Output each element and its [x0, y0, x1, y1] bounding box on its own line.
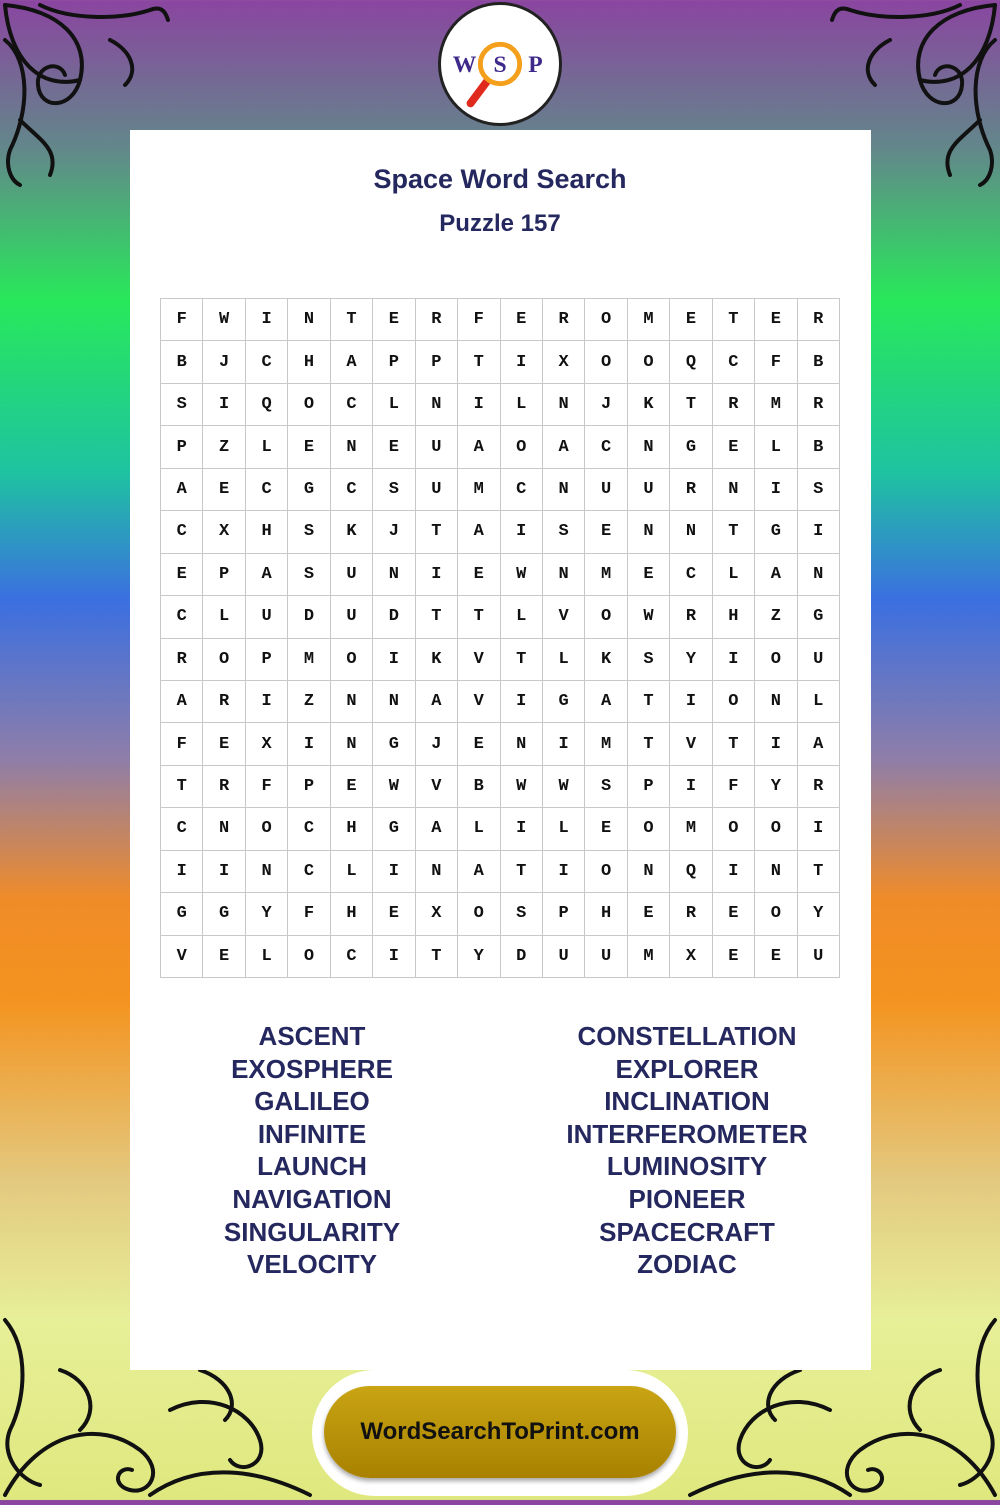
grid-cell[interactable]: X: [543, 341, 585, 383]
grid-cell[interactable]: C: [161, 511, 203, 553]
grid-cell[interactable]: R: [543, 299, 585, 341]
grid-cell[interactable]: S: [288, 554, 330, 596]
grid-cell[interactable]: V: [543, 596, 585, 638]
grid-cell[interactable]: C: [246, 469, 288, 511]
grid-cell[interactable]: R: [713, 384, 755, 426]
grid-cell[interactable]: P: [288, 766, 330, 808]
grid-cell[interactable]: T: [713, 723, 755, 765]
grid-cell[interactable]: G: [288, 469, 330, 511]
grid-cell[interactable]: U: [416, 469, 458, 511]
grid-cell[interactable]: K: [331, 511, 373, 553]
grid-cell[interactable]: J: [203, 341, 245, 383]
grid-cell[interactable]: T: [416, 596, 458, 638]
grid-cell[interactable]: A: [331, 341, 373, 383]
grid-cell[interactable]: L: [373, 384, 415, 426]
grid-cell[interactable]: O: [755, 639, 797, 681]
grid-cell[interactable]: X: [416, 893, 458, 935]
grid-cell[interactable]: F: [458, 299, 500, 341]
grid-cell[interactable]: O: [288, 384, 330, 426]
grid-cell[interactable]: L: [331, 851, 373, 893]
grid-cell[interactable]: E: [501, 299, 543, 341]
grid-cell[interactable]: R: [798, 384, 840, 426]
grid-cell[interactable]: C: [161, 808, 203, 850]
grid-cell[interactable]: S: [798, 469, 840, 511]
grid-cell[interactable]: F: [246, 766, 288, 808]
grid-cell[interactable]: R: [416, 299, 458, 341]
grid-cell[interactable]: Z: [288, 681, 330, 723]
grid-cell[interactable]: S: [288, 511, 330, 553]
grid-cell[interactable]: Y: [458, 936, 500, 978]
grid-cell[interactable]: B: [798, 341, 840, 383]
grid-cell[interactable]: U: [543, 936, 585, 978]
grid-cell[interactable]: E: [203, 469, 245, 511]
grid-cell[interactable]: I: [798, 511, 840, 553]
grid-cell[interactable]: C: [246, 341, 288, 383]
grid-cell[interactable]: E: [331, 766, 373, 808]
grid-cell[interactable]: N: [331, 681, 373, 723]
grid-cell[interactable]: N: [628, 426, 670, 468]
grid-cell[interactable]: M: [288, 639, 330, 681]
grid-cell[interactable]: A: [585, 681, 627, 723]
grid-cell[interactable]: U: [628, 469, 670, 511]
word-list-item: LAUNCH: [257, 1151, 367, 1182]
grid-cell[interactable]: O: [585, 299, 627, 341]
grid-cell[interactable]: I: [543, 851, 585, 893]
grid-cell[interactable]: R: [161, 639, 203, 681]
grid-cell[interactable]: S: [585, 766, 627, 808]
grid-cell[interactable]: L: [798, 681, 840, 723]
site-link-button[interactable]: WordSearchToPrint.com: [324, 1386, 676, 1478]
grid-cell[interactable]: P: [203, 554, 245, 596]
grid-cell[interactable]: E: [713, 936, 755, 978]
grid-cell[interactable]: C: [713, 341, 755, 383]
grid-cell[interactable]: T: [670, 384, 712, 426]
grid-cell[interactable]: J: [416, 723, 458, 765]
grid-cell[interactable]: N: [670, 511, 712, 553]
grid-cell[interactable]: F: [755, 341, 797, 383]
grid-cell[interactable]: L: [203, 596, 245, 638]
grid-cell[interactable]: R: [203, 766, 245, 808]
grid-cell[interactable]: E: [585, 511, 627, 553]
grid-cell[interactable]: P: [246, 639, 288, 681]
grid-cell[interactable]: V: [458, 681, 500, 723]
grid-cell[interactable]: G: [543, 681, 585, 723]
grid-cell[interactable]: R: [670, 893, 712, 935]
grid-cell[interactable]: I: [373, 851, 415, 893]
grid-cell[interactable]: E: [373, 426, 415, 468]
grid-cell[interactable]: N: [416, 384, 458, 426]
grid-cell[interactable]: V: [161, 936, 203, 978]
grid-cell[interactable]: F: [161, 299, 203, 341]
grid-cell[interactable]: N: [373, 681, 415, 723]
grid-cell[interactable]: N: [543, 384, 585, 426]
grid-cell[interactable]: Z: [755, 596, 797, 638]
grid-cell[interactable]: A: [755, 554, 797, 596]
grid-cell[interactable]: G: [670, 426, 712, 468]
grid-cell[interactable]: Z: [203, 426, 245, 468]
grid-cell[interactable]: T: [458, 341, 500, 383]
grid-cell[interactable]: L: [246, 426, 288, 468]
grid-cell[interactable]: I: [203, 384, 245, 426]
grid-cell[interactable]: T: [161, 766, 203, 808]
grid-cell[interactable]: T: [713, 511, 755, 553]
grid-cell[interactable]: E: [585, 808, 627, 850]
grid-cell[interactable]: W: [373, 766, 415, 808]
grid-cell[interactable]: N: [416, 851, 458, 893]
grid-cell[interactable]: I: [501, 681, 543, 723]
grid-cell[interactable]: I: [670, 766, 712, 808]
word-list-item: INTERFEROMETER: [566, 1118, 808, 1149]
magnifier-handle: [471, 80, 489, 104]
grid-cell[interactable]: E: [670, 299, 712, 341]
grid-cell[interactable]: H: [713, 596, 755, 638]
word-list-item: EXPLORER: [615, 1053, 759, 1084]
grid-cell[interactable]: N: [755, 681, 797, 723]
grid-cell[interactable]: A: [161, 681, 203, 723]
logo-letter-p: P: [528, 51, 543, 78]
word-list-item: PIONEER: [628, 1183, 746, 1214]
grid-cell[interactable]: I: [501, 341, 543, 383]
grid-cell[interactable]: A: [798, 723, 840, 765]
grid-cell[interactable]: I: [501, 511, 543, 553]
word-list-item: SINGULARITY: [223, 1216, 401, 1247]
grid-cell[interactable]: L: [501, 384, 543, 426]
grid-cell[interactable]: I: [713, 639, 755, 681]
logo-letter-s: S: [493, 51, 507, 78]
grid-cell[interactable]: Q: [246, 384, 288, 426]
grid-cell[interactable]: A: [543, 426, 585, 468]
grid-cell[interactable]: T: [416, 511, 458, 553]
grid-cell[interactable]: E: [203, 723, 245, 765]
grid-cell[interactable]: O: [246, 808, 288, 850]
grid-cell[interactable]: S: [501, 893, 543, 935]
grid-cell[interactable]: W: [501, 554, 543, 596]
grid-cell[interactable]: I: [161, 851, 203, 893]
grid-cell[interactable]: O: [713, 808, 755, 850]
grid-cell[interactable]: X: [246, 723, 288, 765]
grid-cell[interactable]: M: [458, 469, 500, 511]
grid-cell[interactable]: E: [628, 893, 670, 935]
word-list-item: CONSTELLATION: [577, 1021, 797, 1051]
logo-letter-w: W: [452, 51, 477, 78]
grid-cell[interactable]: E: [755, 299, 797, 341]
grid-cell[interactable]: I: [670, 681, 712, 723]
grid-cell[interactable]: S: [373, 469, 415, 511]
grid-cell[interactable]: B: [458, 766, 500, 808]
grid-cell[interactable]: N: [373, 554, 415, 596]
grid-cell[interactable]: K: [628, 384, 670, 426]
grid-cell[interactable]: R: [798, 299, 840, 341]
grid-cell[interactable]: Q: [670, 341, 712, 383]
grid-cell[interactable]: M: [628, 936, 670, 978]
grid-cell[interactable]: E: [203, 936, 245, 978]
grid-cell[interactable]: C: [331, 384, 373, 426]
grid-cell[interactable]: Y: [246, 893, 288, 935]
grid-cell[interactable]: O: [585, 341, 627, 383]
grid-cell[interactable]: T: [628, 723, 670, 765]
grid-cell[interactable]: N: [628, 511, 670, 553]
grid-cell[interactable]: P: [416, 341, 458, 383]
grid-cell[interactable]: R: [798, 766, 840, 808]
grid-cell[interactable]: E: [288, 426, 330, 468]
grid-cell[interactable]: B: [161, 341, 203, 383]
grid-cell[interactable]: M: [585, 554, 627, 596]
grid-cell[interactable]: I: [246, 681, 288, 723]
grid-cell[interactable]: L: [501, 596, 543, 638]
grid-cell[interactable]: N: [331, 426, 373, 468]
grid-cell[interactable]: X: [670, 936, 712, 978]
grid-cell[interactable]: U: [246, 596, 288, 638]
grid-cell[interactable]: T: [501, 639, 543, 681]
grid-cell[interactable]: O: [628, 341, 670, 383]
grid-cell[interactable]: I: [373, 639, 415, 681]
grid-cell[interactable]: O: [585, 851, 627, 893]
grid-cell[interactable]: V: [458, 639, 500, 681]
grid-cell[interactable]: D: [288, 596, 330, 638]
grid-cell[interactable]: N: [713, 469, 755, 511]
grid-cell[interactable]: O: [755, 808, 797, 850]
grid-cell[interactable]: F: [288, 893, 330, 935]
grid-cell[interactable]: N: [628, 851, 670, 893]
grid-cell[interactable]: U: [585, 469, 627, 511]
grid-cell[interactable]: I: [246, 299, 288, 341]
word-list-item: NAVIGATION: [232, 1183, 392, 1214]
grid-cell[interactable]: U: [798, 639, 840, 681]
grid-cell[interactable]: M: [628, 299, 670, 341]
grid-cell[interactable]: V: [416, 766, 458, 808]
grid-cell[interactable]: C: [288, 808, 330, 850]
grid-cell[interactable]: Y: [670, 639, 712, 681]
grid-cell[interactable]: S: [628, 639, 670, 681]
grid-cell[interactable]: U: [331, 596, 373, 638]
grid-cell[interactable]: J: [585, 384, 627, 426]
grid-cell[interactable]: P: [373, 341, 415, 383]
grid-cell[interactable]: R: [670, 469, 712, 511]
grid-cell[interactable]: N: [543, 469, 585, 511]
grid-cell[interactable]: I: [755, 723, 797, 765]
grid-cell[interactable]: U: [416, 426, 458, 468]
grid-cell[interactable]: F: [161, 723, 203, 765]
grid-cell[interactable]: L: [246, 936, 288, 978]
word-list-item: GALILEO: [254, 1086, 370, 1117]
word-list-item: SPACECRAFT: [599, 1216, 775, 1247]
grid-cell[interactable]: G: [373, 723, 415, 765]
grid-cell[interactable]: M: [755, 384, 797, 426]
grid-cell[interactable]: A: [458, 426, 500, 468]
grid-cell[interactable]: Q: [670, 851, 712, 893]
grid-cell[interactable]: C: [585, 426, 627, 468]
grid-cell[interactable]: L: [755, 426, 797, 468]
grid-cell[interactable]: E: [373, 893, 415, 935]
grid-cell[interactable]: O: [755, 893, 797, 935]
grid-cell[interactable]: P: [543, 893, 585, 935]
grid-cell[interactable]: T: [798, 851, 840, 893]
grid-cell[interactable]: N: [798, 554, 840, 596]
word-list-item: LUMINOSITY: [606, 1151, 768, 1182]
grid-cell[interactable]: A: [161, 469, 203, 511]
grid-cell[interactable]: S: [543, 511, 585, 553]
grid-cell[interactable]: E: [373, 299, 415, 341]
word-list-right: [527, 1020, 847, 1281]
grid-cell[interactable]: C: [670, 554, 712, 596]
grid-cell[interactable]: E: [458, 554, 500, 596]
grid-cell[interactable]: K: [416, 639, 458, 681]
word-list-item: EXOSPHERE: [231, 1053, 393, 1084]
grid-cell[interactable]: C: [161, 596, 203, 638]
grid-cell[interactable]: M: [585, 723, 627, 765]
grid-cell[interactable]: C: [331, 936, 373, 978]
grid-cell[interactable]: C: [501, 469, 543, 511]
word-list-item: ZODIAC: [637, 1249, 737, 1280]
puzzle-number: Puzzle 157: [439, 210, 561, 237]
wsp-logo: [438, 2, 562, 126]
grid-cell[interactable]: N: [501, 723, 543, 765]
grid-cell[interactable]: H: [331, 808, 373, 850]
grid-cell[interactable]: U: [798, 936, 840, 978]
grid-cell[interactable]: W: [203, 299, 245, 341]
grid-cell[interactable]: L: [543, 808, 585, 850]
grid-cell[interactable]: T: [458, 596, 500, 638]
page-title: Space Word Search: [373, 164, 627, 194]
grid-cell[interactable]: T: [713, 299, 755, 341]
grid-cell[interactable]: I: [288, 723, 330, 765]
grid-cell[interactable]: P: [628, 766, 670, 808]
grid-cell[interactable]: C: [288, 851, 330, 893]
grid-cell[interactable]: O: [331, 639, 373, 681]
grid-cell[interactable]: E: [755, 936, 797, 978]
grid-cell[interactable]: E: [713, 893, 755, 935]
grid-cell[interactable]: G: [203, 893, 245, 935]
grid-cell[interactable]: V: [670, 723, 712, 765]
grid-cell[interactable]: G: [373, 808, 415, 850]
grid-cell[interactable]: A: [416, 681, 458, 723]
grid-cell[interactable]: Y: [798, 893, 840, 935]
grid-cell[interactable]: G: [161, 893, 203, 935]
grid-cell[interactable]: H: [288, 341, 330, 383]
grid-cell[interactable]: R: [203, 681, 245, 723]
grid-cell[interactable]: W: [501, 766, 543, 808]
grid-cell[interactable]: U: [331, 554, 373, 596]
grid-cell[interactable]: W: [543, 766, 585, 808]
grid-cell[interactable]: N: [543, 554, 585, 596]
grid-cell[interactable]: E: [458, 723, 500, 765]
grid-cell[interactable]: O: [628, 808, 670, 850]
grid-cell[interactable]: N: [331, 723, 373, 765]
grid-cell[interactable]: A: [458, 851, 500, 893]
grid-cell[interactable]: G: [798, 596, 840, 638]
grid-cell[interactable]: E: [628, 554, 670, 596]
grid-cell[interactable]: H: [246, 511, 288, 553]
grid-cell[interactable]: N: [288, 299, 330, 341]
grid-cell[interactable]: S: [161, 384, 203, 426]
grid-cell[interactable]: O: [203, 639, 245, 681]
word-list-item: INFINITE: [257, 1118, 367, 1149]
grid-cell[interactable]: K: [585, 639, 627, 681]
grid-cell[interactable]: A: [458, 511, 500, 553]
grid-cell[interactable]: T: [628, 681, 670, 723]
grid-cell[interactable]: L: [458, 808, 500, 850]
grid-cell[interactable]: I: [373, 936, 415, 978]
grid-cell[interactable]: I: [798, 808, 840, 850]
grid-cell[interactable]: M: [670, 808, 712, 850]
grid-cell[interactable]: I: [543, 723, 585, 765]
grid-cell[interactable]: C: [331, 469, 373, 511]
word-list-item: VELOCITY: [246, 1249, 377, 1280]
grid-cell[interactable]: H: [585, 893, 627, 935]
grid-cell[interactable]: L: [713, 554, 755, 596]
grid-cell[interactable]: R: [670, 596, 712, 638]
grid-cell[interactable]: I: [501, 808, 543, 850]
grid-cell[interactable]: N: [246, 851, 288, 893]
grid-cell[interactable]: W: [628, 596, 670, 638]
grid-cell[interactable]: T: [416, 936, 458, 978]
grid-cell[interactable]: O: [288, 936, 330, 978]
grid-cell[interactable]: U: [585, 936, 627, 978]
grid-cell[interactable]: O: [501, 426, 543, 468]
letter-grid: [160, 298, 840, 978]
grid-cell[interactable]: X: [203, 511, 245, 553]
word-list-item: ASCENT: [258, 1021, 366, 1051]
grid-cell[interactable]: I: [416, 554, 458, 596]
grid-cell[interactable]: I: [458, 384, 500, 426]
grid-cell[interactable]: F: [713, 766, 755, 808]
grid-cell[interactable]: T: [331, 299, 373, 341]
grid-cell[interactable]: E: [161, 554, 203, 596]
word-list-left: [152, 1020, 472, 1281]
grid-cell[interactable]: B: [798, 426, 840, 468]
grid-cell[interactable]: Y: [755, 766, 797, 808]
grid-cell[interactable]: N: [203, 808, 245, 850]
grid-cell[interactable]: I: [203, 851, 245, 893]
grid-cell[interactable]: E: [713, 426, 755, 468]
grid-cell[interactable]: T: [501, 851, 543, 893]
grid-cell[interactable]: D: [373, 596, 415, 638]
grid-cell[interactable]: L: [543, 639, 585, 681]
grid-cell[interactable]: G: [755, 511, 797, 553]
grid-cell[interactable]: A: [246, 554, 288, 596]
grid-cell[interactable]: H: [331, 893, 373, 935]
grid-cell[interactable]: O: [585, 596, 627, 638]
grid-cell[interactable]: I: [755, 469, 797, 511]
grid-cell[interactable]: I: [713, 851, 755, 893]
grid-cell[interactable]: J: [373, 511, 415, 553]
grid-cell[interactable]: D: [501, 936, 543, 978]
grid-cell[interactable]: A: [416, 808, 458, 850]
grid-cell[interactable]: N: [755, 851, 797, 893]
word-list-item: INCLINATION: [604, 1086, 770, 1117]
grid-cell[interactable]: P: [161, 426, 203, 468]
grid-cell[interactable]: O: [458, 893, 500, 935]
grid-cell[interactable]: O: [713, 681, 755, 723]
